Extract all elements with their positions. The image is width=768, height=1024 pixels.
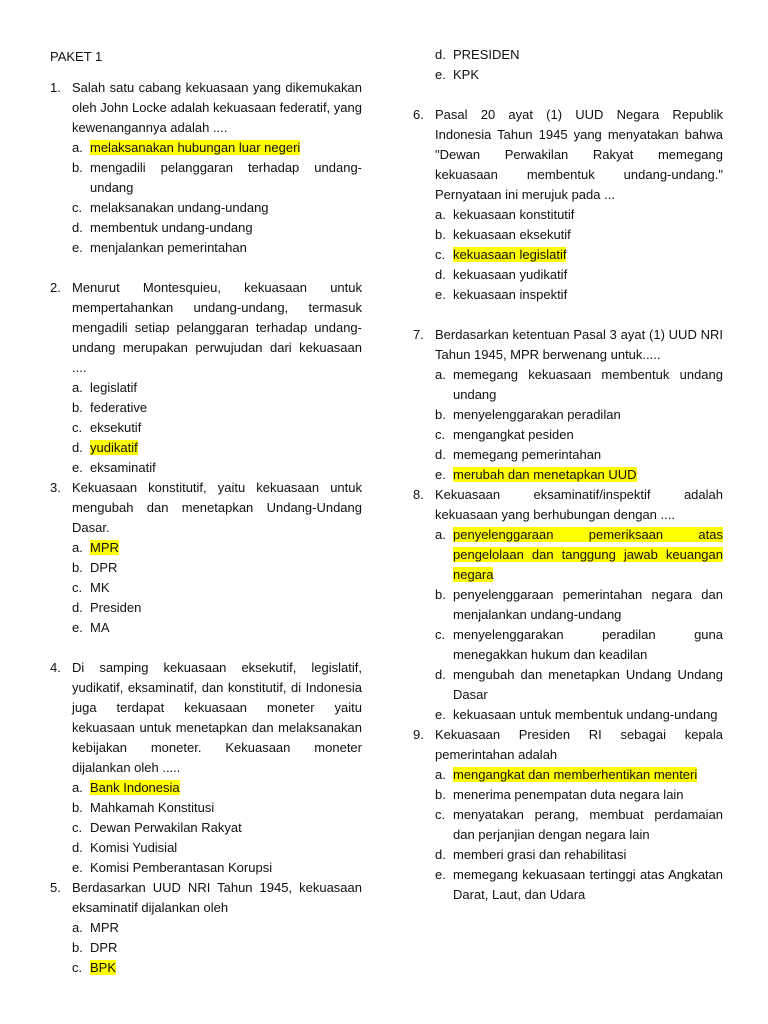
option-label: KPK — [453, 67, 480, 82]
option-text — [453, 865, 723, 905]
question-3 — [50, 478, 362, 638]
option-letter: c. — [72, 820, 83, 835]
option-label: PRESIDEN — [453, 47, 520, 62]
question-text: Kekuasaan konstitutif, yaitu kekuasaan untuk mengubah dan menetapkan Undang-Undang Dasar. — [72, 480, 362, 535]
option-letter: b. — [72, 940, 83, 955]
question-number: 4. — [50, 660, 61, 675]
option-text — [453, 365, 723, 405]
option-text — [453, 785, 723, 805]
question-6 — [413, 105, 723, 305]
option-letter: b. — [72, 560, 83, 575]
question-body — [72, 478, 362, 638]
answer-option — [72, 158, 362, 198]
option-text — [453, 405, 723, 425]
highlighted-answer: MPR — [90, 540, 119, 555]
question-text: Kekuasaan Presiden RI sebagai kepala pemerintahan adalah — [435, 727, 723, 762]
option-letter: d. — [72, 440, 83, 455]
option-list — [435, 365, 723, 485]
question-number: 5. — [50, 880, 61, 895]
answer-option — [72, 418, 362, 438]
option-text — [453, 285, 723, 305]
answer-option — [435, 465, 723, 485]
answer-option — [435, 585, 723, 625]
option-letter: a. — [72, 140, 83, 155]
option-text — [90, 598, 362, 618]
option-list — [413, 45, 723, 85]
option-letter: c. — [435, 247, 446, 262]
option-label: penyelenggaraan pemerintahan negara dan menjalankan undang-undang — [453, 587, 723, 622]
question-8 — [413, 485, 723, 725]
question-text: Berdasarkan ketentuan Pasal 3 ayat (1) UUD NRI Tahun 1945, MPR berwenang untuk..... — [435, 327, 723, 362]
option-letter: a. — [435, 367, 446, 382]
answer-option — [435, 525, 723, 585]
option-text — [453, 45, 723, 65]
question-number: 1. — [50, 80, 61, 95]
option-text — [453, 265, 723, 285]
option-label: kekuasaan untuk membentuk undang-undang — [453, 707, 718, 722]
question-row — [413, 725, 723, 905]
option-label: eksaminatif — [90, 460, 156, 475]
option-letter: b. — [72, 400, 83, 415]
option-letter: b. — [435, 787, 446, 802]
answer-option — [72, 138, 362, 158]
option-text — [90, 578, 362, 598]
option-letter: e. — [435, 67, 446, 82]
question-row — [413, 105, 723, 305]
question-1 — [50, 78, 362, 258]
answer-option — [72, 938, 362, 958]
question-text: Menurut Montesquieu, kekuasaan untuk mempertahankan undang-undang, termasuk mengadili setiap pelanggaran terhadap undang-undang merupakan perwujudan dari kekuasaan .... — [72, 280, 362, 375]
option-text — [90, 798, 362, 818]
option-letter: e. — [72, 460, 83, 475]
option-text — [90, 458, 362, 478]
option-list — [72, 138, 362, 258]
answer-option — [435, 405, 723, 425]
option-label: kekuasaan konstitutif — [453, 207, 575, 222]
option-text — [90, 858, 362, 878]
option-letter: c. — [72, 580, 83, 595]
question-number: 9. — [413, 727, 424, 742]
option-letter: c. — [435, 807, 446, 822]
option-label: Mahkamah Konstitusi — [90, 800, 215, 815]
question-text: Salah satu cabang kekuasaan yang dikemukakan oleh John Locke adalah kekuasaan federatif, yang kewenangannya adalah .... — [72, 80, 362, 135]
option-letter: d. — [435, 267, 446, 282]
option-text — [90, 538, 362, 558]
option-text — [90, 438, 362, 458]
document-heading: PAKET 1 — [50, 49, 103, 64]
question-body — [72, 278, 362, 478]
option-label: menyatakan perang, membuat perdamaian dan perjanjian dengan negara lain — [453, 807, 723, 842]
answer-option — [435, 225, 723, 245]
option-label: kekuasaan eksekutif — [453, 227, 571, 242]
option-list — [435, 205, 723, 305]
question-row — [413, 485, 723, 725]
answer-option — [435, 665, 723, 705]
option-text — [453, 205, 723, 225]
answer-option — [435, 205, 723, 225]
option-letter: c. — [72, 960, 83, 975]
answer-option — [72, 538, 362, 558]
option-label: Komisi Yudisial — [90, 840, 178, 855]
answer-option — [435, 845, 723, 865]
question-row — [50, 278, 362, 478]
question-row — [50, 878, 362, 978]
question-body — [435, 105, 723, 305]
question-text: Pasal 20 ayat (1) UUD Negara Republik Indonesia Tahun 1945 yang menyatakan bahwa "Dewan Perwakilan Rakyat memegang kekuasaan membentuk undang-undang." Pernyataan ini merujuk pada ... — [435, 107, 723, 202]
answer-option — [435, 65, 723, 85]
answer-option — [435, 865, 723, 905]
answer-option — [435, 805, 723, 845]
answer-option — [72, 818, 362, 838]
option-text — [453, 525, 723, 585]
option-letter: c. — [72, 420, 83, 435]
option-text — [453, 845, 723, 865]
option-letter: e. — [72, 620, 83, 635]
option-letter: c. — [435, 627, 446, 642]
option-label: MK — [90, 580, 110, 595]
option-label: membentuk undang-undang — [90, 220, 253, 235]
option-label: MPR — [90, 920, 119, 935]
option-label: memberi grasi dan rehabilitasi — [453, 847, 627, 862]
option-text — [90, 938, 362, 958]
option-letter: a. — [435, 767, 446, 782]
option-text — [90, 398, 362, 418]
answer-option — [72, 458, 362, 478]
option-letter: d. — [435, 447, 446, 462]
option-letter: a. — [435, 527, 446, 542]
highlighted-answer: penyelenggaraan pemeriksaan atas pengelolaan dan tanggung jawab keuangan negara — [453, 527, 723, 582]
option-text — [90, 958, 362, 978]
answer-option — [72, 378, 362, 398]
question-number: 7. — [413, 327, 424, 342]
answer-option — [72, 398, 362, 418]
option-text — [90, 558, 362, 578]
option-text — [453, 805, 723, 845]
answer-option — [72, 958, 362, 978]
answer-option — [72, 918, 362, 938]
option-text — [453, 445, 723, 465]
option-letter: a. — [72, 540, 83, 555]
option-label: kekuasaan inspektif — [453, 287, 568, 302]
option-letter: e. — [435, 867, 446, 882]
option-letter: b. — [435, 587, 446, 602]
answer-option — [72, 778, 362, 798]
question-row — [50, 478, 362, 638]
option-label: Komisi Pemberantasan Korupsi — [90, 860, 273, 875]
question-5-continued — [413, 45, 723, 85]
option-label: eksekutif — [90, 420, 142, 435]
question-7 — [413, 325, 723, 485]
question-body — [72, 878, 362, 978]
option-text — [90, 138, 362, 158]
question-body — [435, 325, 723, 485]
highlighted-answer: mengangkat dan memberhentikan menteri — [453, 767, 698, 782]
answer-option — [72, 618, 362, 638]
option-letter: a. — [72, 380, 83, 395]
question-body — [72, 78, 362, 258]
option-text — [90, 158, 362, 198]
option-list — [435, 765, 723, 905]
highlighted-answer: BPK — [90, 960, 117, 975]
option-text — [453, 225, 723, 245]
option-text — [90, 838, 362, 858]
option-text — [90, 418, 362, 438]
option-text — [90, 818, 362, 838]
option-letter: a. — [435, 207, 446, 222]
answer-option — [435, 45, 723, 65]
question-text: Berdasarkan UUD NRI Tahun 1945, kekuasaan eksaminatif dijalankan oleh — [72, 880, 362, 915]
option-label: mengubah dan menetapkan Undang Undang Dasar — [453, 667, 723, 702]
highlighted-answer: melaksanakan hubungan luar negeri — [90, 140, 301, 155]
option-text — [90, 198, 362, 218]
option-label: Presiden — [90, 600, 142, 615]
question-row — [50, 78, 362, 258]
answer-option — [435, 365, 723, 405]
option-letter: e. — [72, 240, 83, 255]
answer-option — [72, 558, 362, 578]
option-list — [72, 378, 362, 478]
option-label: menerima penempatan duta negara lain — [453, 787, 684, 802]
option-label: Dewan Perwakilan Rakyat — [90, 820, 242, 835]
option-label: kekuasaan yudikatif — [453, 267, 568, 282]
option-letter: e. — [435, 287, 446, 302]
option-letter: d. — [435, 847, 446, 862]
option-label: federative — [90, 400, 148, 415]
option-label: legislatif — [90, 380, 137, 395]
option-text — [90, 778, 362, 798]
option-label: menjalankan pemerintahan — [90, 240, 247, 255]
option-text — [90, 918, 362, 938]
option-text — [90, 218, 362, 238]
option-label: DPR — [90, 560, 118, 575]
option-letter: a. — [72, 780, 83, 795]
option-letter: d. — [72, 600, 83, 615]
option-text — [453, 765, 723, 785]
option-letter: c. — [72, 200, 83, 215]
option-text — [453, 245, 723, 265]
option-list — [72, 918, 362, 978]
answer-option — [72, 238, 362, 258]
option-label: memegang kekuasaan membentuk undang undang — [453, 367, 723, 402]
question-row — [413, 325, 723, 485]
option-letter: c. — [435, 427, 446, 442]
option-letter: d. — [435, 667, 446, 682]
question-text: Kekuasaan eksaminatif/inspektif adalah kekuasaan yang berhubungan dengan .... — [435, 487, 723, 522]
option-label: menyelenggarakan peradilan — [453, 407, 621, 422]
option-label: melaksanakan undang-undang — [90, 200, 269, 215]
question-text: Di samping kekuasaan eksekutif, legislatif, yudikatif, eksaminatif, dan konstitutif, di Indonesia juga terdapat kekuasaan moneter yaitu kekuasaan untuk menetapkan dan melaksanakan kebijakan moneter. Kekuasaan moneter dijalankan oleh ..... — [72, 660, 362, 775]
option-label: menyelenggarakan peradilan guna menegakkan hukum dan keadilan — [453, 627, 723, 662]
answer-option — [72, 838, 362, 858]
option-letter: b. — [72, 160, 83, 175]
answer-option — [435, 765, 723, 785]
question-number: 3. — [50, 480, 61, 495]
question-9 — [413, 725, 723, 905]
answer-option — [72, 198, 362, 218]
option-text — [453, 65, 723, 85]
answer-option — [72, 858, 362, 878]
option-text — [453, 705, 723, 725]
option-label: MA — [90, 620, 110, 635]
question-number: 8. — [413, 487, 424, 502]
answer-option — [435, 445, 723, 465]
option-label: mengadili pelanggaran terhadap undang-undang — [90, 160, 362, 195]
option-text — [90, 238, 362, 258]
option-letter: e. — [435, 707, 446, 722]
highlighted-answer: merubah dan menetapkan UUD — [453, 467, 637, 482]
question-body — [435, 485, 723, 725]
answer-option — [72, 798, 362, 818]
question-number: 6. — [413, 107, 424, 122]
option-letter: d. — [72, 840, 83, 855]
answer-option — [435, 245, 723, 265]
option-text — [453, 625, 723, 665]
highlighted-answer: kekuasaan legislatif — [453, 247, 567, 262]
highlighted-answer: Bank Indonesia — [90, 780, 180, 795]
option-text — [90, 378, 362, 398]
option-letter: b. — [435, 407, 446, 422]
option-list — [435, 525, 723, 725]
option-text — [90, 618, 362, 638]
option-text — [453, 425, 723, 445]
option-letter: e. — [435, 467, 446, 482]
option-letter: b. — [72, 800, 83, 815]
question-2 — [50, 278, 362, 478]
answer-option — [435, 265, 723, 285]
option-label: mengangkat pesiden — [453, 427, 574, 442]
option-letter: d. — [435, 47, 446, 62]
answer-option — [435, 625, 723, 665]
question-5 — [50, 878, 362, 978]
highlighted-answer: yudikatif — [90, 440, 138, 455]
option-label: DPR — [90, 940, 118, 955]
option-letter: d. — [72, 220, 83, 235]
question-body — [435, 725, 723, 905]
option-text — [453, 585, 723, 625]
answer-option — [72, 578, 362, 598]
option-letter: e. — [72, 860, 83, 875]
option-letter: b. — [435, 227, 446, 242]
question-number: 2. — [50, 280, 61, 295]
answer-option — [72, 218, 362, 238]
answer-option — [72, 438, 362, 458]
option-list — [72, 538, 362, 638]
answer-option — [435, 285, 723, 305]
option-label: memegang pemerintahan — [453, 447, 602, 462]
answer-option — [435, 785, 723, 805]
option-list — [72, 778, 362, 878]
question-row — [50, 658, 362, 878]
question-4 — [50, 658, 362, 878]
answer-option — [72, 598, 362, 618]
option-text — [453, 665, 723, 705]
answer-option — [435, 705, 723, 725]
answer-option — [435, 425, 723, 445]
option-label: memegang kekuasaan tertinggi atas Angkatan Darat, Laut, dan Udara — [453, 867, 723, 902]
question-body — [72, 658, 362, 878]
option-text — [453, 465, 723, 485]
option-letter: a. — [72, 920, 83, 935]
